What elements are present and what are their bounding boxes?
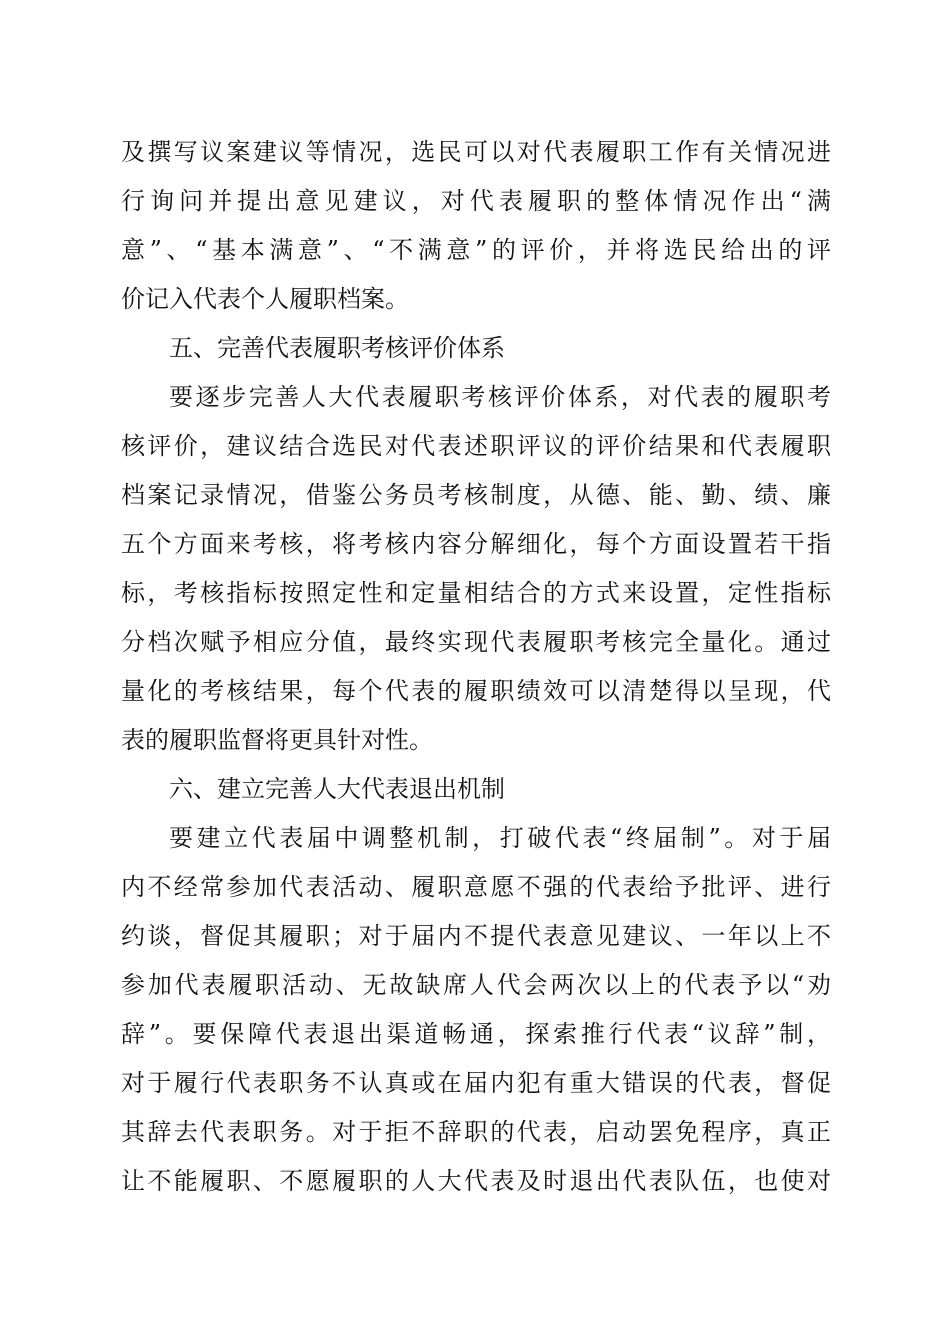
- text-line: 行询问并提出意见建议，对代表履职的整体情况作出“满: [121, 187, 831, 215]
- text-line: 五个方面来考核，将考核内容分解细化，每个方面设置若干指: [121, 530, 831, 558]
- text-line: 约谈，督促其履职；对于届内不提代表意见建议、一年以上不: [121, 922, 831, 950]
- text-line: 档案记录情况，借鉴公务员考核制度，从德、能、勤、绩、廉: [121, 481, 831, 509]
- text-line: 让不能履职、不愿履职的人大代表及时退出代表队伍，也使对: [121, 1167, 831, 1195]
- text-line: 参加代表履职活动、无故缺席人代会两次以上的代表予以“劝: [121, 971, 831, 999]
- text-line: 量化的考核结果，每个代表的履职绩效可以清楚得以呈现，代: [121, 677, 831, 705]
- text-line: 要逐步完善人大代表履职考核评价体系，对代表的履职考: [169, 383, 831, 411]
- document-body: [121, 128, 831, 1206]
- section-heading: 五、完善代表履职考核评价体系: [169, 334, 505, 362]
- text-line: 表的履职监督将更具针对性。: [121, 726, 433, 754]
- text-line: 对于履行代表职务不认真或在届内犯有重大错误的代表，督促: [121, 1069, 831, 1097]
- text-line: 价记入代表个人履职档案。: [121, 285, 409, 313]
- section-heading: 六、建立完善人大代表退出机制: [169, 775, 505, 803]
- text-line: 核评价，建议结合选民对代表述职评议的评价结果和代表履职: [121, 432, 831, 460]
- text-line: 要建立代表届中调整机制，打破代表“终届制”。对于届: [169, 824, 831, 852]
- text-line: 辞”。要保障代表退出渠道畅通，探索推行代表“议辞”制，: [121, 1020, 831, 1048]
- text-line: 及撰写议案建议等情况，选民可以对代表履职工作有关情况进: [121, 138, 831, 166]
- text-line: 其辞去代表职务。对于拒不辞职的代表，启动罢免程序，真正: [121, 1118, 831, 1146]
- text-line: 内不经常参加代表活动、履职意愿不强的代表给予批评、进行: [121, 873, 831, 901]
- text-line: 意”、“基本满意”、“不满意”的评价，并将选民给出的评: [121, 236, 831, 264]
- text-line: 标，考核指标按照定性和定量相结合的方式来设置，定性指标: [121, 579, 831, 607]
- text-line: 分档次赋予相应分值，最终实现代表履职考核完全量化。通过: [121, 628, 831, 656]
